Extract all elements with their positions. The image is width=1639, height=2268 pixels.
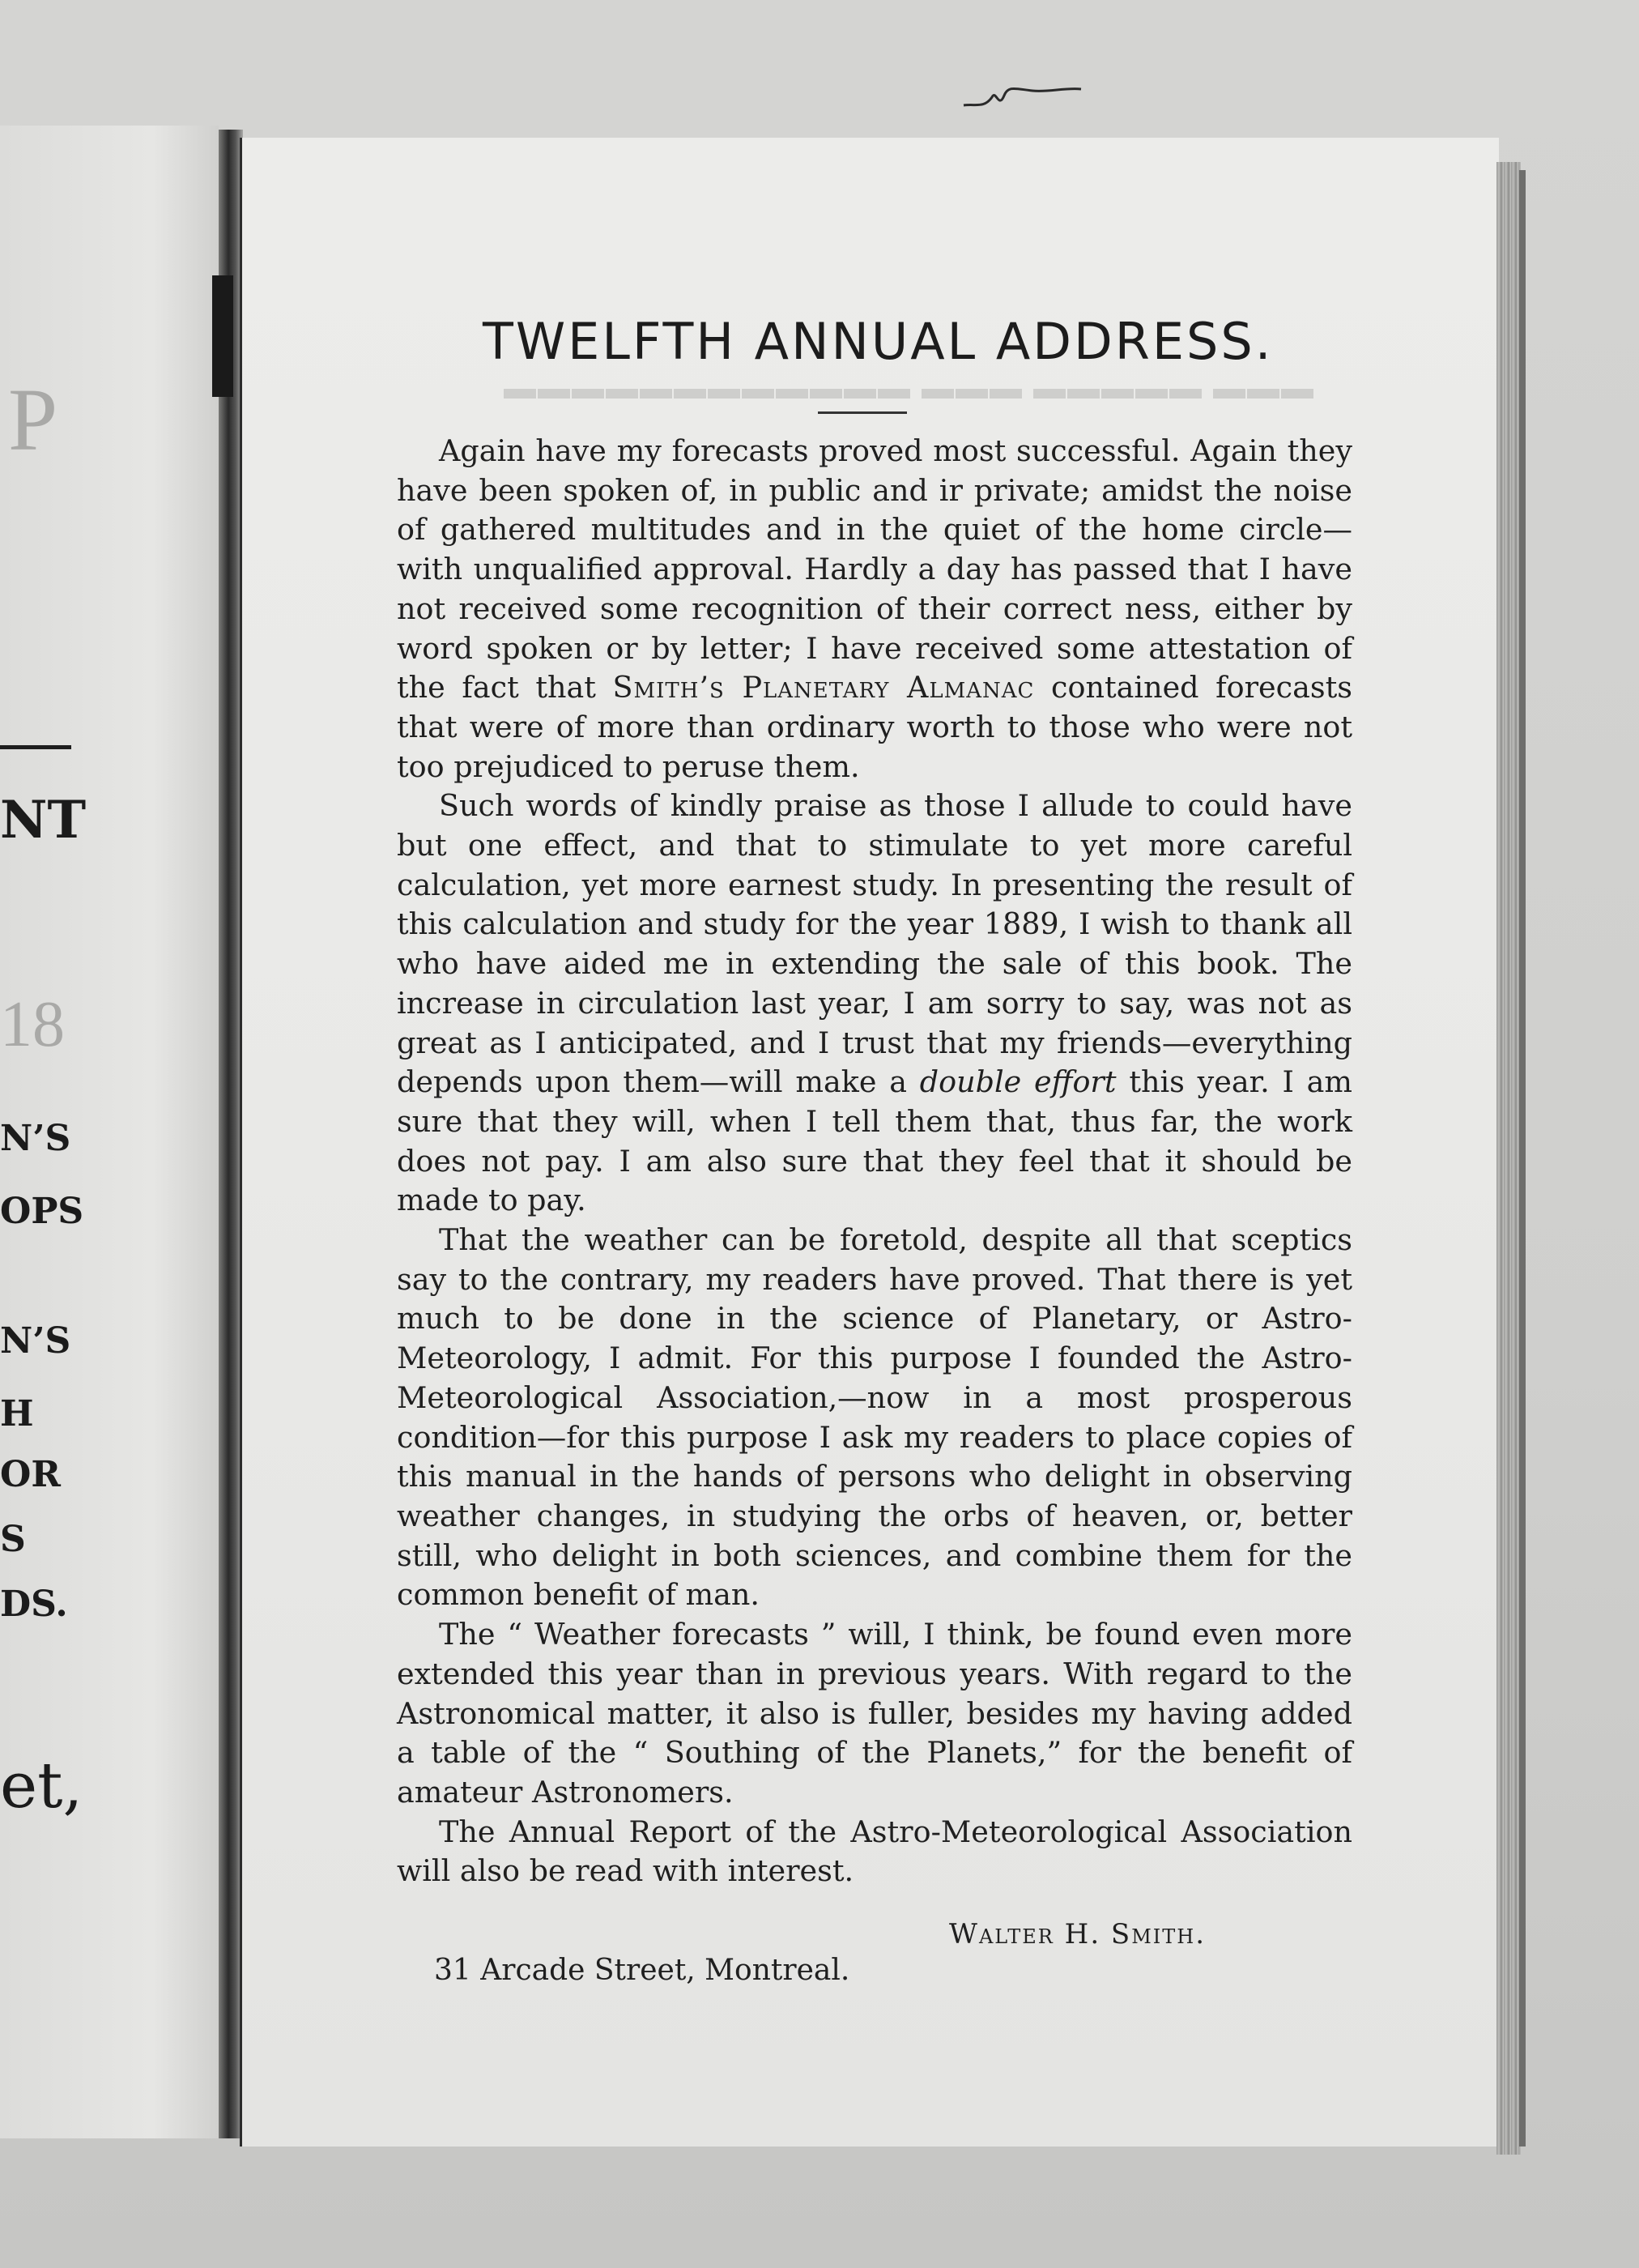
left-page-faint-number: 18 [0, 989, 65, 1060]
left-page-fragment: DS. [0, 1584, 68, 1625]
left-page-fragment: OPS [0, 1191, 84, 1232]
left-page-fragment: S [0, 1519, 26, 1560]
page-title: TWELFTH ANNUAL ADDRESS. [483, 312, 1274, 371]
paragraph-text: contained forecasts that were of more than ordinary worth to those who were not too prejudiced to peruse them. [397, 670, 1352, 784]
paragraph-2 [397, 787, 1352, 1221]
almanac-title-smallcaps: Smith’s Planetary Almanac [612, 670, 1035, 706]
left-page-fragment: N’S [0, 1320, 71, 1362]
left-page-fragment: N’S [0, 1118, 71, 1159]
title-underline [818, 411, 907, 414]
paragraph-1 [397, 432, 1352, 787]
paragraph-text: The Annual Report of the Astro-Meteorological Association will also be read with interest. [397, 1814, 1352, 1889]
paragraph-text: Again have my forecasts proved most successful. Again they have been spoken of, in public and ir private; amidst the noise of gathered multitudes and in the quiet of the home circle—with unqualified approval. Hardly a day has passed that I have not received some recognition of their correct ness, either by word spoken or by letter; I have received some attestation of the fact that [397, 433, 1352, 706]
left-facing-page [0, 126, 219, 2138]
page-stack-edge [1496, 162, 1521, 2155]
page-stack-shadow [1519, 170, 1526, 2146]
address-body [397, 432, 1352, 1891]
reverse-side-showthrough: ▬▬▬ ▬▬▬▬▬ ▬▬▬ ▬▬▬▬▬▬▬▬▬▬▬▬ [502, 369, 1313, 406]
left-page-faint-letter: P [8, 370, 58, 469]
left-page-fragment: NT [0, 790, 87, 850]
author-address: 31 Arcade Street, Montreal. [434, 1954, 850, 1987]
paragraph-5 [397, 1813, 1352, 1891]
paragraph-text: this year. I am sure that they will, when I tell them that, thus far, the work does not pay. I am also sure that they feel that it should be made to pay. [397, 1064, 1353, 1218]
paragraph-3 [397, 1221, 1352, 1615]
left-page-fragment: et, [0, 1750, 83, 1823]
paragraph-text: That the weather can be foretold, despite all that sceptics say to the contrary, my readers have proved. That there is yet much to be done in the science of Planetary, or Astro-Meteorology, I admit. For this purpose I founded the Astro-Meteorological Association,—now in a most prosperous condition—for this purpose I ask my readers to place copies of this manual in the hands of persons who delight in observing weather changes, in studying the orbs of heaven, or, better still, who delight in both sciences, and combine them for the common benefit of man. [397, 1222, 1352, 1613]
paragraph-text: The “ Weather forecasts ” will, I think, be found even more extended this year than in previous years. With regard to the Astronomical matter, it also is fuller, besides my having added a table of the “ Southing of the Planets,” for the benefit of amateur Astronomers. [397, 1617, 1352, 1810]
author-signature: Walter H. Smith. [949, 1918, 1207, 1950]
left-page-fragment: H [0, 1393, 34, 1435]
scan-scratch-mark [960, 73, 1089, 122]
left-page-rule [0, 745, 71, 749]
paragraph-4 [397, 1615, 1352, 1813]
left-page-fragment: OR [0, 1454, 61, 1495]
paragraph-text: Such words of kindly praise as those I allude to could have but one effect, and that to stimulate to yet more careful calculation, yet more earnest study. In presenting the result of this calculation and study for the year 1889, I wish to thank all who have aided me in extending the sale of this book. The increase in circulation last year, I am sorry to say, was not as great as I anticipated, and I trust that my friends—everything depends upon them—will make a [397, 788, 1352, 1100]
emphasis-italic: double effort [919, 1064, 1117, 1100]
gutter-shadow [212, 275, 233, 397]
